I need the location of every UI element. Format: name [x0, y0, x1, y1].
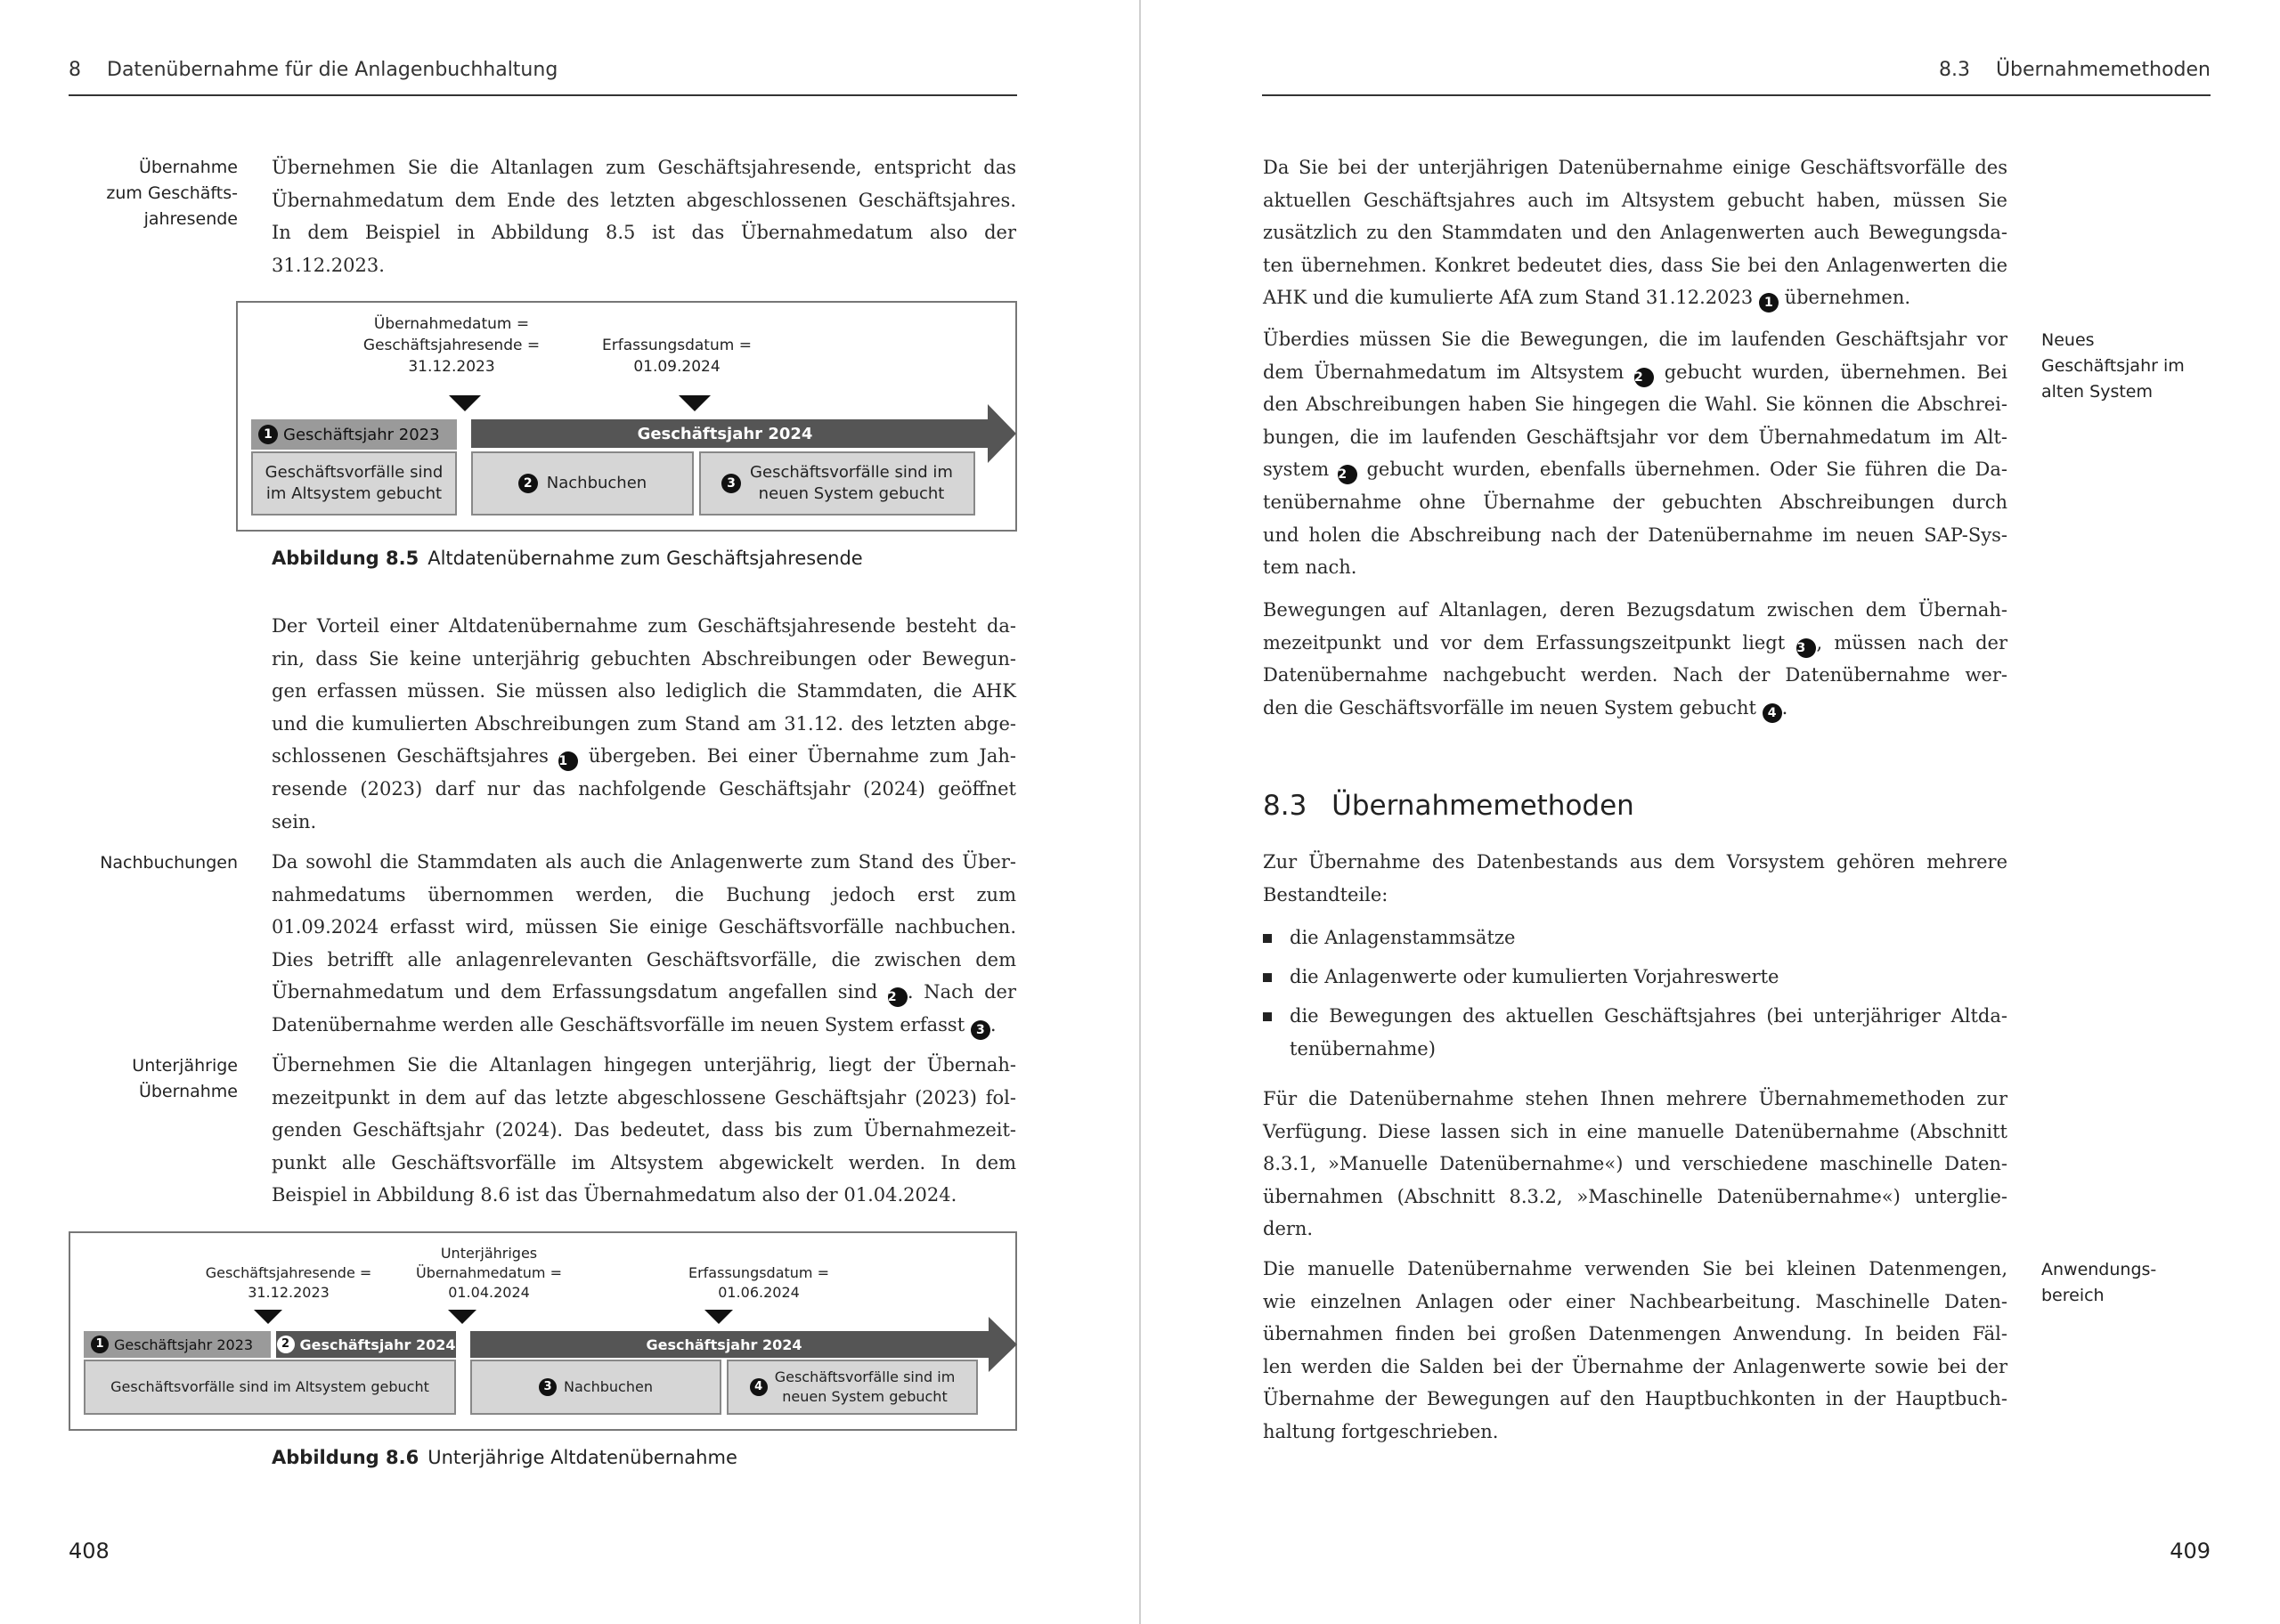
text-line — [1263, 627, 2007, 660]
margin-note-line: Neues — [2041, 330, 2095, 350]
text-line: Übernahme der Bewegungen auf den Hauptbuchkonten in der Hauptbuch- — [1263, 1388, 2007, 1410]
label-line: 01.09.2024 — [633, 358, 721, 376]
fig86-box-altsystem: Geschäftsvorfälle sind im Altsystem gebucht — [84, 1360, 456, 1415]
marker-4-icon: 4 — [1763, 703, 1782, 723]
right-page-number: 409 — [2170, 1539, 2211, 1563]
marker-1-icon: 1 — [558, 751, 578, 771]
text-line: bungen, die im laufenden Geschäftsjahr vor dem Übernahmedatum im Alt- — [1263, 426, 2007, 448]
text-line: Dies betrifft alle anlagenrelevanten Geschäftsvorfälle, die zwischen dem — [272, 948, 1016, 970]
fig86-label-unterjaehriges-uebernahmedatum — [378, 1244, 600, 1303]
fig85-label-erfassungsdatum — [574, 335, 779, 378]
text-line: Übernehmen Sie die Altanlagen hingegen unterjährig, liegt der Übernah- — [272, 1054, 1016, 1076]
text-line: Da Sie bei der unterjährigen Datenübernahme einige Geschäftsvorfälle des — [1263, 157, 2007, 178]
text-span: übernehmen. — [1784, 287, 1911, 309]
text-line: Der Vorteil einer Altdatenübernahme zum Geschäftsjahresende besteht da- — [272, 615, 1016, 637]
marker-2-icon: 2 — [518, 474, 538, 493]
text-line: den Abschreibungen haben Sie hingegen die Wahl. Sie können die Abschrei- — [1263, 394, 2007, 416]
text-line: Für die Datenübernahme stehen Ihnen mehrere Übernahmemethoden zur — [1263, 1088, 2007, 1109]
right-paragraph-4 — [1263, 846, 2007, 911]
margin-note-line: Anwendungs- — [2041, 1260, 2157, 1279]
bullet-square — [1263, 1012, 1272, 1021]
text-line: 01.09.2024 erfasst wird, müssen Sie einige Geschäftsvorfälle nachbuchen. — [272, 916, 1016, 938]
label-line: 31.12.2023 — [408, 358, 495, 376]
text-line: genden Geschäftsjahr (2024). Das bedeutet, dass bis zum Übernahmezeit- — [272, 1119, 1016, 1141]
text-line — [272, 1009, 1016, 1042]
box-line: Geschäftsvorfälle sind — [265, 463, 444, 482]
bullet-square — [1263, 973, 1272, 982]
page-spread-divider — [1139, 0, 1141, 1624]
text-span: Übernahmedatum und dem Erfassungsdatum angefallen sind — [272, 981, 878, 1003]
text-span: mezeitpunkt und vor dem Erfassungszeitpunkt liegt — [1263, 631, 1786, 654]
bar-label: Geschäftsjahr 2023 — [114, 1336, 254, 1353]
text-line — [1263, 692, 2007, 725]
fig85-label-uebernahmedatum — [336, 313, 567, 378]
label-line: Erfassungsdatum = — [602, 337, 752, 354]
fig86-label-geschaeftsjahresende — [177, 1263, 400, 1303]
marker-2-icon: 2 — [888, 987, 908, 1007]
text-line: übernahmen (Abschnitt 8.3.2, »Maschinelle Datenübernahme«) unterglie- — [1263, 1185, 2007, 1207]
box-line: neuen System gebucht — [782, 1388, 948, 1405]
left-paragraph-2 — [272, 610, 1016, 838]
text-line: und holen die Abschreibung nach der Datenübernahme im neuen SAP-Sys- — [1263, 524, 2007, 546]
text-line: wie einzelnen Anlagen oder einer Nachbearbeitung. Maschinelle Daten- — [1263, 1290, 2007, 1312]
list-item-text — [1290, 1000, 2007, 1065]
margin-note-uebernahme-geschaeftsjahresende — [53, 155, 238, 232]
left-header-rule — [69, 94, 1017, 96]
label-line: 31.12.2023 — [248, 1284, 330, 1301]
text-span: . Nach der — [907, 981, 1016, 1003]
section-heading-8-3 — [1263, 790, 1634, 822]
text-line: rin, dass Sie keine unterjährig gebuchten Abschreibungen oder Bewegun- — [272, 647, 1016, 670]
caption-number: Abbildung 8.6 — [272, 1447, 419, 1468]
text-span: . — [989, 1013, 997, 1035]
fig86-bar-geschaeftsjahr-2024-unterjaehrig — [276, 1331, 456, 1358]
marker-1-icon: 1 — [258, 425, 278, 444]
text-line — [272, 740, 1016, 773]
right-paragraph-6 — [1263, 1253, 2007, 1449]
text-line — [1263, 356, 2007, 389]
fig86-box-nachbuchen — [470, 1360, 721, 1415]
text-line: Bestandteile: — [1263, 883, 1388, 905]
marker-4-icon: 4 — [750, 1378, 768, 1396]
box-line: im Altsystem gebucht — [265, 484, 443, 503]
margin-note-neues-geschaeftsjahr — [2041, 328, 2237, 405]
text-line: len werden die Salden bei der Übernahme der Anlagenwerte sowie bei der — [1263, 1355, 2007, 1377]
margin-note-line: Nachbuchungen — [100, 853, 238, 873]
text-line: Bewegungen auf Altanlagen, deren Bezugsdatum zwischen dem Übernah- — [1263, 599, 2007, 621]
right-paragraph-5 — [1263, 1083, 2007, 1246]
fig85-bar-geschaeftsjahr-2024: Geschäftsjahr 2024 — [637, 424, 813, 443]
label-line: Übernahmedatum = — [416, 1264, 562, 1281]
bar-label: Geschäftsjahr 2023 — [283, 425, 440, 444]
caption-number: Abbildung 8.5 — [272, 548, 419, 569]
label-line: Erfassungsdatum = — [688, 1264, 830, 1281]
fig86-box-neues-system — [727, 1360, 978, 1415]
bullet-square — [1263, 934, 1272, 943]
figure-8-6 — [69, 1231, 1017, 1431]
text-line: übernahmen finden bei großen Datenmengen Anwendung. In beiden Fäl- — [1263, 1323, 2007, 1345]
margin-note-line: bereich — [2041, 1286, 2105, 1305]
text-span: gebucht wurden, übernehmen. Bei — [1664, 361, 2007, 383]
figure-8-5 — [236, 301, 1017, 532]
text-line: Überdies müssen Sie die Bewegungen, die im laufenden Geschäftsjahr vor — [1263, 329, 2007, 350]
right-paragraph-1 — [1263, 151, 2007, 314]
text-span: übergeben. Bei einer Übernahme zum Jah- — [588, 745, 1016, 767]
label-line: Übernahmedatum = — [373, 315, 530, 333]
text-line: nahmedatums übernommen werden, die Buchung jedoch erst zum — [272, 883, 1016, 905]
text-line: sein. — [272, 810, 317, 832]
marker-3-icon: 3 — [721, 474, 741, 493]
marker-2-icon: 2 — [1634, 368, 1654, 387]
left-page-number: 408 — [69, 1539, 110, 1563]
fig86-bar-geschaeftsjahr-2023 — [84, 1331, 271, 1358]
list-item — [1263, 922, 2007, 957]
caption-text: Unterjährige Altdatenübernahme — [428, 1447, 737, 1468]
figure-8-5-caption — [272, 548, 863, 569]
left-running-header — [69, 59, 558, 81]
bar-label: Geschäftsjahr 2024 — [299, 1336, 456, 1353]
fig86-marker-triangle — [254, 1310, 282, 1324]
fig85-box-nachbuchen — [471, 451, 694, 516]
margin-note-line: zum Geschäfts- — [106, 183, 238, 203]
margin-note-line: Geschäftsjahr im — [2041, 356, 2185, 376]
text-span: gebucht wurden, ebenfalls übernehmen. Oder Sie führen die Da- — [1366, 459, 2007, 481]
text-line — [1263, 281, 2007, 314]
text-line: 31.12.2023. — [272, 254, 385, 276]
right-running-header — [1262, 59, 2211, 81]
text-span: . — [1781, 696, 1788, 719]
figure-8-6-caption — [272, 1447, 737, 1468]
text-span: schlossenen Geschäftsjahres — [272, 745, 549, 767]
text-line: haltung fortgeschrieben. — [1263, 1420, 1499, 1442]
text-line: tenübernahme ohne Übernahme der gebuchten Abschreibungen durch — [1263, 491, 2007, 513]
text-line: zusätzlich zu den Stammdaten und den Anlagenwerten auch Bewegungsda- — [1263, 222, 2007, 244]
text-line: ten übernehmen. Konkret bedeutet dies, dass Sie bei den Anlagenwerten die — [1263, 254, 2007, 276]
text-line: Datenübernahme nachgebucht werden. Nach der Datenübernahme wer- — [1263, 664, 2007, 686]
box-label: Nachbuchen — [564, 1378, 653, 1395]
text-line — [272, 976, 1016, 1009]
text-span: , müssen nach der — [1816, 631, 2008, 654]
label-line: Geschäftsjahresende = — [362, 337, 541, 354]
marker-1-icon: 1 — [91, 1336, 109, 1353]
margin-note-anwendungsbereich — [2041, 1257, 2237, 1309]
margin-note-line: jahresende — [143, 209, 238, 229]
text-line: Übernehmen Sie die Altanlagen zum Geschäftsjahresende, entspricht das — [272, 157, 1016, 178]
fig86-bar-geschaeftsjahr-2024: Geschäftsjahr 2024 — [646, 1336, 802, 1353]
text-line: Zur Übernahme des Datenbestands aus dem Vorsystem gehören mehrere — [1263, 851, 2007, 873]
text-line: und die kumulierten Abschreibungen zum Stand am 31.12. des letzten abge- — [272, 712, 1016, 735]
fig86-label-erfassungsdatum — [656, 1263, 861, 1303]
margin-note-line: Unterjährige — [132, 1056, 238, 1076]
fig85-bar-geschaeftsjahr-2023 — [251, 419, 457, 450]
list-item-text: die Anlagenwerte oder kumulierten Vorjahreswerte — [1290, 966, 1779, 987]
margin-note-line: Übernahme — [138, 1082, 238, 1101]
list-item-text: die Anlagenstammsätze — [1290, 927, 1516, 948]
marker-2-icon: 2 — [1338, 465, 1357, 484]
label-line: 01.04.2024 — [448, 1284, 530, 1301]
text-span: AHK und die kumulierte AfA zum Stand 31.12.2023 — [1263, 287, 1754, 309]
text-line: tenübernahme) — [1290, 1037, 1436, 1060]
right-paragraph-3 — [1263, 594, 2007, 724]
text-span: dem Übernahmedatum im Altsystem — [1263, 361, 1624, 383]
text-span: system — [1263, 459, 1330, 481]
marker-2-icon: 2 — [277, 1336, 295, 1353]
text-line: dern. — [1263, 1218, 1314, 1240]
text-span: Datenübernahme werden alle Geschäftsvorfälle im neuen System erfasst — [272, 1013, 965, 1035]
text-line: Da sowohl die Stammdaten als auch die Anlagenwerte zum Stand des Über- — [272, 851, 1016, 873]
text-line: Beispiel in Abbildung 8.6 ist das Übernahmedatum also der 01.04.2024. — [272, 1184, 957, 1206]
text-line: aktuellen Geschäftsjahres auch im Altsystem gebucht haben, müssen Sie — [1263, 189, 2007, 211]
list-item — [1263, 961, 2007, 996]
text-line: 8.3.1, »Manuelle Datenübernahme«) und verschiedene maschinelle Daten- — [1263, 1153, 2007, 1175]
text-line: die Bewegungen des aktuellen Geschäftsjahres (bei unterjähriger Altda- — [1290, 1005, 2007, 1027]
section-title: Übernahmemethoden — [1995, 59, 2211, 81]
marker-1-icon: 1 — [1759, 293, 1779, 313]
text-line: Übernahmedatum dem Ende des letzten abgeschlossenen Geschäftsjahres. — [272, 189, 1016, 211]
marker-3-icon: 3 — [971, 1020, 990, 1040]
fig85-box-neues-system — [699, 451, 975, 516]
section-number: 8.3 — [1938, 59, 1970, 81]
text-line: In dem Beispiel in Abbildung 8.5 ist das Übernahmedatum also der — [272, 222, 1016, 244]
text-line: tem nach. — [1263, 556, 1357, 579]
text-line: gen erfassen müssen. Sie müssen also lediglich die Stammdaten, die AHK — [272, 680, 1016, 702]
label-line: Geschäftsjahresende = — [205, 1264, 372, 1281]
chapter-number: 8 — [69, 59, 81, 81]
margin-note-nachbuchungen — [53, 850, 238, 876]
left-paragraph-1 — [272, 151, 1016, 281]
right-header-rule — [1262, 94, 2211, 96]
text-line: punkt alle Geschäftsvorfälle im Altsystem abgewickelt werden. In dem — [272, 1151, 1016, 1173]
text-line: resende (2023) darf nur das nachfolgende Geschäftsjahr (2024) geöffnet — [272, 777, 1016, 800]
list-item — [1263, 1000, 2007, 1068]
text-line — [1263, 453, 2007, 486]
margin-note-line: alten System — [2041, 382, 2153, 402]
label-line: 01.06.2024 — [718, 1284, 800, 1301]
caption-text: Altdatenübernahme zum Geschäftsjahresende — [428, 548, 863, 569]
label-line: Unterjähriges — [440, 1245, 538, 1262]
box-label: Nachbuchen — [546, 474, 647, 492]
chapter-title: Datenübernahme für die Anlagenbuchhaltung — [107, 59, 558, 81]
margin-note-line: Übernahme — [138, 158, 238, 177]
left-paragraph-4 — [272, 1049, 1016, 1212]
box-line: neuen System gebucht — [758, 484, 945, 503]
text-line: Die manuelle Datenübernahme verwenden Sie bei kleinen Datenmengen, — [1263, 1258, 2007, 1279]
text-line: Verfügung. Diese lassen sich in eine manuelle Datenübernahme (Abschnitt — [1263, 1120, 2007, 1142]
marker-3-icon: 3 — [1796, 638, 1816, 658]
heading-number: 8.3 — [1263, 790, 1307, 822]
right-paragraph-2 — [1263, 323, 2007, 584]
text-line: mezeitpunkt in dem auf das letzte abgeschlossene Geschäftsjahr (2023) fol- — [272, 1086, 1016, 1108]
text-span: den die Geschäftsvorfälle im neuen System gebucht — [1263, 696, 1756, 719]
margin-note-unterjaehrige-uebernahme — [53, 1053, 238, 1105]
box-line: Geschäftsvorfälle sind im — [750, 463, 953, 482]
left-paragraph-3 — [272, 846, 1016, 1042]
marker-3-icon: 3 — [539, 1378, 557, 1396]
box-line: Geschäftsvorfälle sind im — [774, 1368, 956, 1385]
fig85-box-altsystem — [251, 451, 457, 516]
heading-text: Übernahmemethoden — [1331, 790, 1634, 822]
